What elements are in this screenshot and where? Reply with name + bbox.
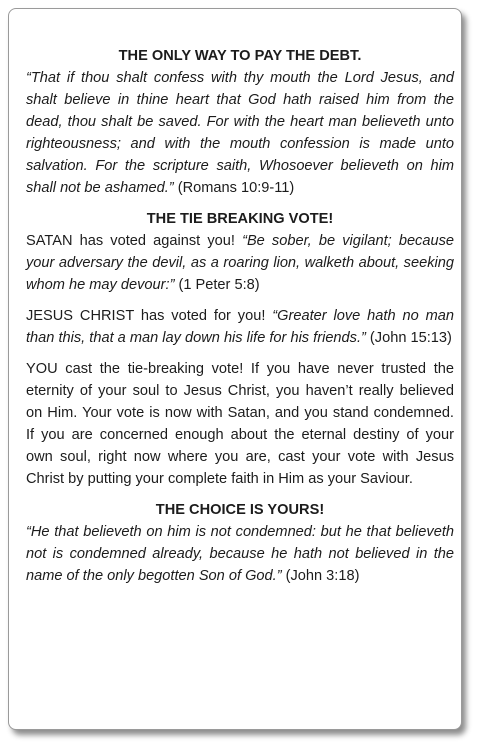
paragraph-you-cast-vote (26, 358, 454, 490)
tract-content (26, 45, 454, 587)
quote-john-15: “Greater love hath no man than this, that a man lay down his life for his friends.” (26, 308, 454, 346)
reference-john-15: (John 15:13) (365, 330, 452, 346)
heading-tie-breaking-vote: THE TIE BREAKING VOTE! (146, 211, 334, 227)
lead-satan: SATAN has voted against you! (26, 233, 243, 249)
paragraph-john-3 (26, 521, 454, 587)
paragraph-jesus-christ (26, 305, 454, 349)
paragraph-satan (26, 230, 454, 296)
heading-pay-the-debt: THE ONLY WAY TO PAY THE DEBT. (118, 48, 362, 64)
heading-choice-is-yours: THE CHOICE IS YOURS! (155, 502, 325, 518)
quote-romans: “That if thou shalt confess with thy mouth the Lord Jesus, and shalt believe in thine heart that God hath raised him from the dead, thou shalt be saved. For with the heart man believeth unto righteousness; and with the mouth confession is made unto salvation. For the scripture saith, Whosoever believeth on him shall not be ashamed.” (26, 70, 454, 196)
lead-jesus-christ: JESUS CHRIST has voted for you! (26, 308, 273, 324)
quote-peter: “Be sober, be vigilant; because your adversary the devil, as a roaring lion, walketh about, seeking whom he may devour:” (26, 233, 454, 293)
paragraph-romans (26, 67, 454, 199)
quote-john-3: “He that believeth on him is not condemned: but he that believeth not is condemned already, because he hath not believed in the name of the only begotten Son of God.” (26, 524, 454, 584)
tract-card (8, 8, 462, 730)
reference-peter: (1 Peter 5:8) (174, 277, 260, 293)
reference-john-3: (John 3:18) (281, 568, 360, 584)
text-you-cast-vote: YOU cast the tie-breaking vote! If you have never trusted the eternity of your soul to Jesus Christ, you haven’t really believed on Him. Your vote is now with Satan, and you stand condemned. If you are concerned enough about the eternal destiny of your own soul, right now where you are, cast your vote with Jesus Christ by putting your complete faith in Him as your Saviour. (26, 361, 454, 487)
reference-romans: (Romans 10:9-11) (173, 180, 295, 196)
